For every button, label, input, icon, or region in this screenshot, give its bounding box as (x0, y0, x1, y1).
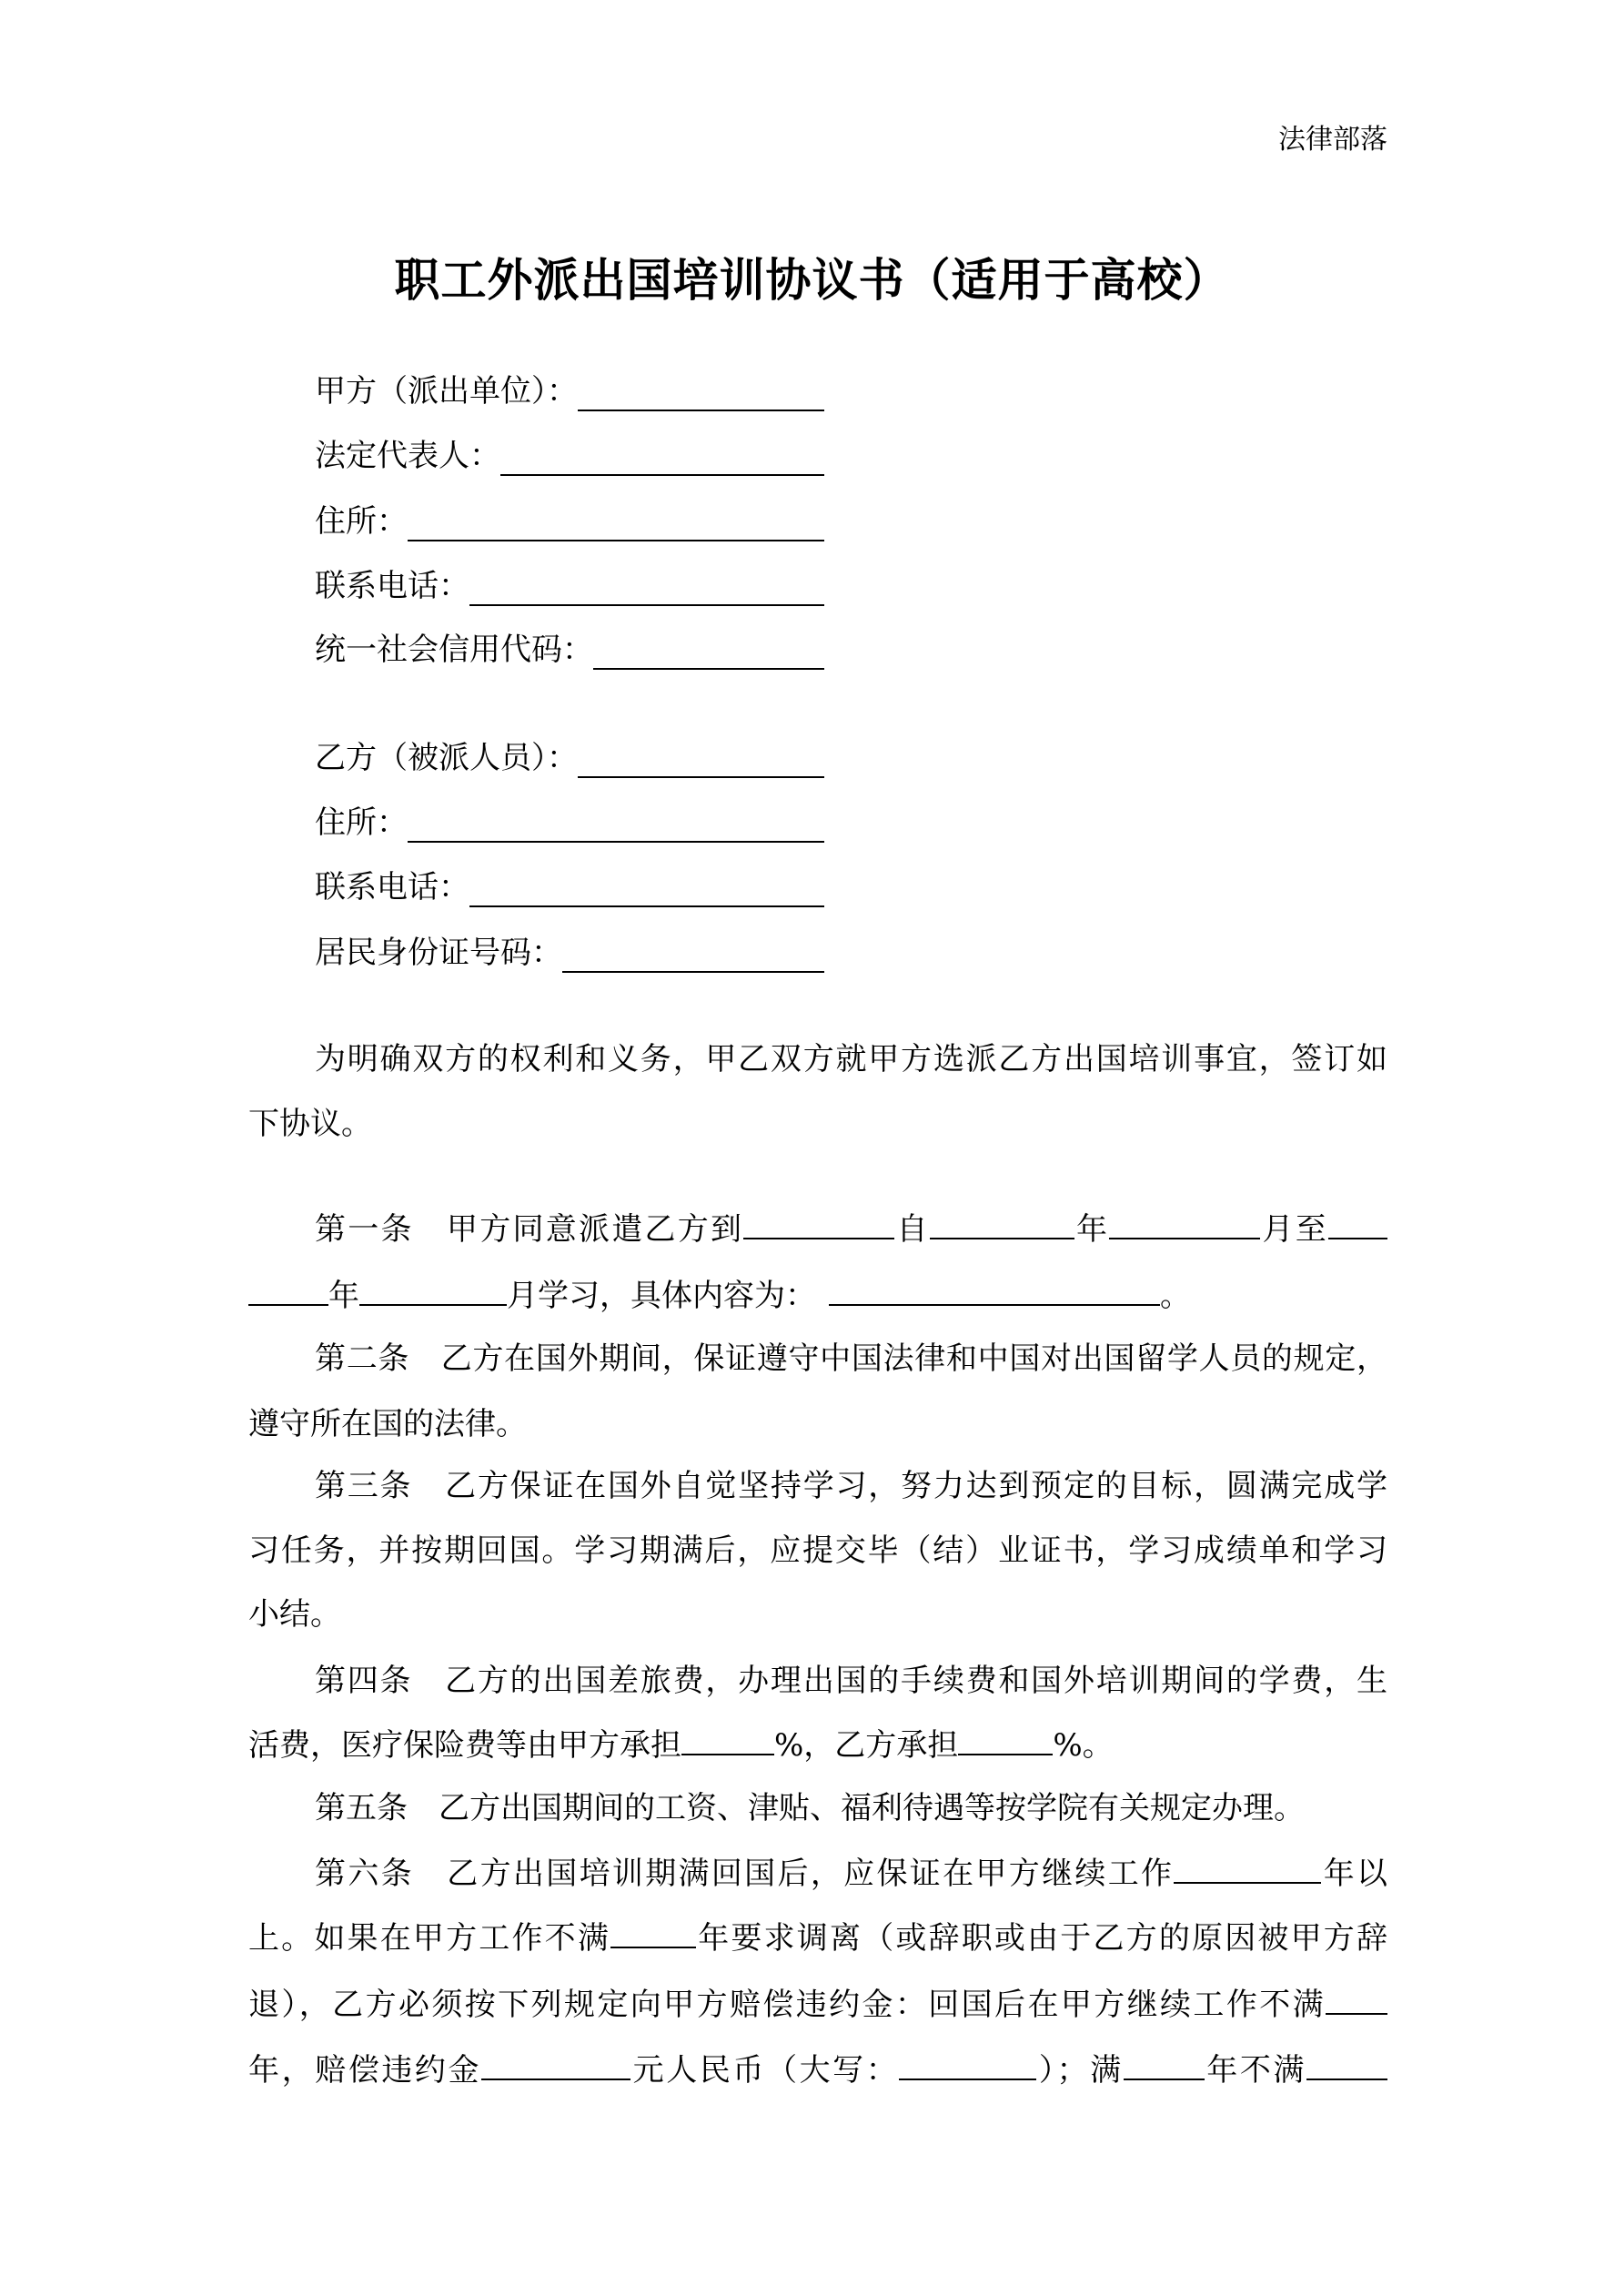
blank-line[interactable] (578, 379, 824, 411)
party-b-address-field[interactable] (315, 803, 824, 843)
article-6-line (248, 1984, 1387, 2025)
text: 乙方出国期间的工资、津贴、福利待遇等按学院有关规定办理。 (439, 1790, 1305, 1826)
party-a-phone-field[interactable] (315, 566, 824, 606)
intro-line: 下协议。 (248, 1106, 372, 1142)
blank-line[interactable] (500, 443, 824, 476)
field-label: 甲方（派出单位）： (315, 373, 578, 410)
article-2-line: 遵守所在国的法律。 (248, 1406, 527, 1442)
text: 年要求调离（或辞职或由于乙方的原因被甲方辞 (696, 1920, 1387, 1957)
blank-service-years[interactable] (1174, 1853, 1321, 1884)
party-a-name-field[interactable] (315, 371, 824, 411)
text: 月学习，具体内容为： (507, 1278, 816, 1314)
field-label: 联系电话： (315, 869, 469, 905)
blank-end-month[interactable] (359, 1275, 507, 1306)
blank-start-year[interactable] (930, 1209, 1074, 1239)
blank-party-b-percent[interactable] (958, 1725, 1053, 1755)
blank-party-a-percent[interactable] (681, 1725, 774, 1755)
text: 自 (894, 1211, 930, 1248)
article-2-line (248, 1339, 1387, 1379)
text: 乙方在国外期间，保证遵守中国法律和中国对出国留学人员的规定， (440, 1340, 1388, 1377)
text: 乙方的出国差旅费，办理出国的手续费和国外培训期间的学费，生 (443, 1663, 1387, 1699)
party-a-rep-field[interactable] (315, 436, 824, 476)
field-label: 住所： (315, 804, 408, 841)
intro-line: 为明确双方的权利和义务，甲乙双方就甲方选派乙方出国培训事宜，签订如 (315, 1041, 1387, 1077)
blank-line[interactable] (578, 745, 824, 778)
blank-content[interactable] (829, 1275, 1160, 1306)
document-title: 职工外派出国培训协议书（适用于高校） (394, 253, 1230, 307)
text: %，乙方承担 (774, 1727, 959, 1764)
article-number: 第一条 (315, 1211, 414, 1248)
field-label: 法定代表人： (315, 438, 500, 474)
article-1-line (248, 1275, 1387, 1316)
blank-years-from[interactable] (1124, 2049, 1205, 2080)
article-5-line (248, 1788, 1387, 1828)
brand-label: 法律部落 (1278, 124, 1387, 156)
article-number: 第六条 (315, 1856, 414, 1892)
blank-years[interactable] (1326, 1984, 1387, 2015)
blank-line[interactable] (408, 509, 824, 541)
party-b-name-field[interactable] (315, 738, 824, 778)
blank-line[interactable] (469, 573, 824, 606)
text: 年 (328, 1278, 359, 1314)
article-number: 第二条 (315, 1340, 410, 1377)
text: ）；满 (1036, 2052, 1124, 2089)
text: 乙方出国培训期满回国后，应保证在甲方继续工作 (444, 1856, 1175, 1892)
article-4-line (248, 1661, 1387, 1701)
text: 甲方同意派遣乙方到 (444, 1211, 744, 1248)
blank-end-year[interactable] (248, 1275, 328, 1306)
text: %。 (1053, 1727, 1114, 1764)
blank-start-month[interactable] (1109, 1209, 1260, 1239)
blank-line[interactable] (562, 940, 824, 973)
article-6-line (248, 1917, 1387, 1958)
text: 上。如果在甲方工作不满 (248, 1920, 611, 1957)
field-label: 居民身份证号码： (315, 935, 562, 971)
blank-line[interactable] (469, 875, 824, 907)
party-a-address-field[interactable] (315, 501, 824, 541)
blank-amount-capital[interactable] (899, 2049, 1036, 2080)
text: 年以 (1321, 1856, 1388, 1892)
blank-years-to[interactable] (1306, 2049, 1387, 2080)
article-number: 第五条 (315, 1790, 408, 1826)
article-6-line (248, 2049, 1387, 2090)
field-label: 联系电话： (315, 568, 469, 604)
text: 乙方保证在国外自觉坚持学习，努力达到预定的目标，圆满完成学 (443, 1468, 1387, 1504)
text: 年，赔偿违约金 (248, 2052, 482, 2089)
party-a-credit-code-field[interactable] (315, 630, 824, 670)
text: 退），乙方必须按下列规定向甲方赔偿违约金：回国后在甲方继续工作不满 (248, 1987, 1326, 2023)
text: 年 (1074, 1211, 1110, 1248)
text: 活费，医疗保险费等由甲方承担 (248, 1727, 681, 1764)
blank-amount[interactable] (481, 2049, 630, 2080)
blank-line[interactable] (408, 810, 824, 843)
field-label: 统一社会信用代码： (315, 632, 593, 668)
blank-destination[interactable] (743, 1209, 894, 1239)
text: 月至 (1260, 1211, 1328, 1248)
article-number: 第四条 (315, 1663, 413, 1699)
article-3-line (248, 1466, 1387, 1506)
party-b-id-field[interactable] (315, 933, 824, 973)
blank-end-year[interactable] (1328, 1209, 1387, 1239)
blank-years[interactable] (610, 1917, 696, 1948)
blank-line[interactable] (593, 637, 824, 670)
article-3-line: 习任务，并按期回国。学习期满后，应提交毕（结）业证书，学习成绩单和学习 (248, 1532, 1387, 1569)
text: 元人民币（大写： (630, 2052, 900, 2089)
article-3-line: 小结。 (248, 1596, 341, 1633)
field-label: 乙方（被派人员）： (315, 740, 578, 776)
field-label: 住所： (315, 503, 408, 540)
text: 年不满 (1204, 2052, 1307, 2089)
article-1-line (248, 1209, 1387, 1249)
article-6-line (248, 1853, 1387, 1894)
party-b-phone-field[interactable] (315, 867, 824, 907)
article-number: 第三条 (315, 1468, 413, 1504)
article-4-line (248, 1725, 1387, 1765)
text: 。 (1160, 1278, 1191, 1314)
